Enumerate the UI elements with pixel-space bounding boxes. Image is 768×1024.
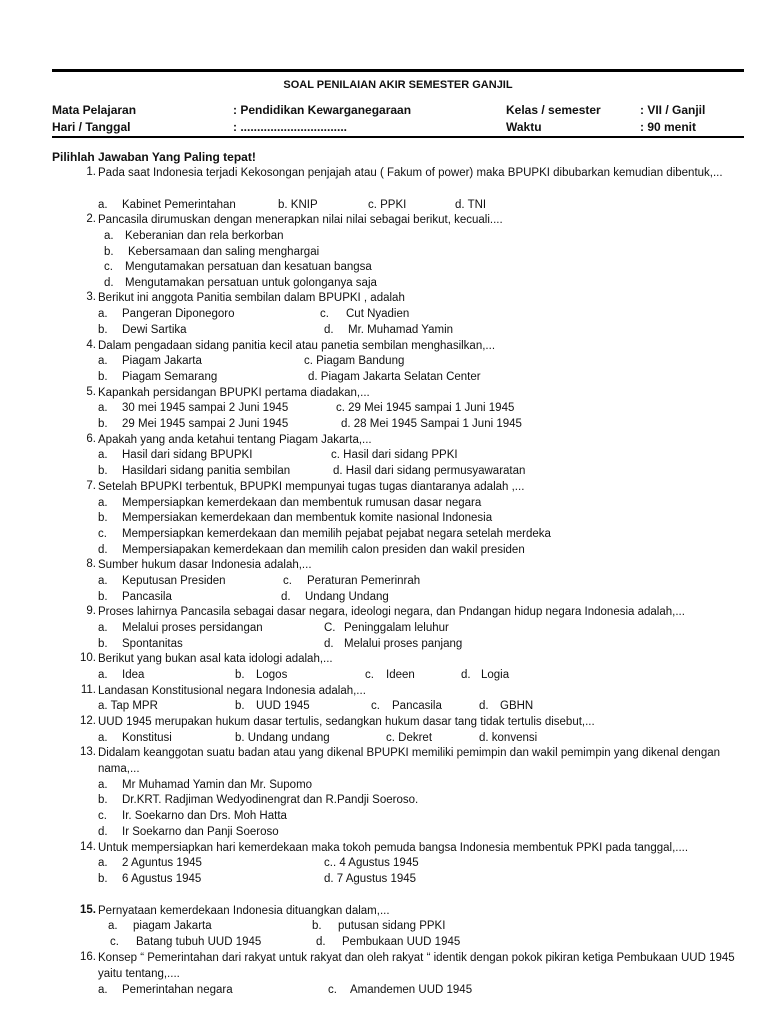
option-c: c.. 4 Agustus 1945 [324,857,419,869]
question-text: Pada saat Indonesia terjadi Kekosongan penjajah atau ( Fakum of power) maka BPUPKI dibubarkan kemudian dibentuk,... [98,167,723,179]
option-text-b: 29 Mei 1945 sampai 2 Juni 1945 [122,418,289,430]
question-number: 4. [86,339,96,351]
option-letter-a: a. [98,575,108,587]
option-text-b: Dewi Sartika [122,324,187,336]
option-letter-b: b. [98,418,108,430]
option-letter-a: a. [98,402,108,414]
option-letter-d: d. [316,936,326,948]
option-text-d: Ir Soekarno dan Panji Soeroso [122,826,279,838]
question-text: Konsep “ Pemerintahan dari rakyat untuk rakyat dan oleh rakyat “ identik dengan pokok pikiran ketiga Pembukaan UUD 1945 yaitu tentang,.... [98,952,735,980]
option-letter-b: b. [104,246,114,258]
question-text: Didalam keanggotan suatu badan atau yang dikenal BPUPKI memiliki pemimpin dan wakil pemimpin yang dikenal dengan nama,... [98,747,721,775]
question-number: 3. [86,291,96,303]
question-number: 8. [86,558,96,570]
option-letter-b: b. [98,324,108,336]
option-d: d. konvensi [479,732,538,744]
time-value: : 90 menit [640,120,697,134]
question-text: UUD 1945 merupakan hukum dasar tertulis, sedangkan hukum dasar tang tidak tertulis disebut,... [98,716,595,728]
subject-label: Mata Pelajaran [52,103,137,117]
option-letter-a: a. [98,355,108,367]
option-text-d: Logia [481,669,510,681]
option-text-b: Mempersiakan kemerdekaan dan membentuk komite nasional Indonesia [122,512,493,524]
option-b: b. Undang undang [235,732,330,744]
option-text-b: Dr.KRT. Radjiman Wedyodinengrat dan R.Pandji Soeroso. [122,794,419,806]
time-label: Waktu [506,120,542,134]
option-letter-a: a. [104,230,114,242]
option-c: c. Hasil dari sidang PPKI [331,449,458,461]
option-text-c: Cut Nyadien [346,308,410,320]
option-text-a: Pemerintahan negara [122,984,233,996]
bottom-rule [52,136,744,138]
question-number: 1. [86,166,96,178]
class-label: Kelas / semester [506,103,601,117]
option-letter-b: b. [98,638,108,650]
option-text-a: 30 mei 1945 sampai 2 Juni 1945 [122,402,289,414]
option-text-d: Pembukaan UUD 1945 [342,936,461,948]
option-text-d: Undang Undang [305,591,389,603]
option-letter-d: d. [324,638,334,650]
option-d: d. Piagam Jakarta Selatan Center [308,371,481,383]
option-text-d: Melalui proses panjang [344,638,463,650]
option-letter-a: a. [98,622,108,634]
option-letter-a: a. [98,669,108,681]
option-text-c: Pancasila [392,700,442,712]
option-letter-b: b. [98,794,108,806]
option-c: c. Piagam Bandung [304,355,405,367]
option-text-b: Kebersamaan dan saling menghargai [128,246,320,258]
option-text-a: Mempersiapkan kemerdekaan dan membentuk rumusan dasar negara [122,497,482,509]
option-letter-a: a. [98,732,108,744]
option-letter-d: d. [98,544,108,556]
question-number: 6. [86,433,96,445]
option-letter-a: a. [98,984,108,996]
option-text-b: Piagam Semarang [122,371,218,383]
question-number: 11. [80,684,96,696]
option-text-c: Peraturan Pemerinrah [307,575,421,587]
option-letter-b: b. [98,873,108,885]
option-text-a: Kabinet Pemerintahan [122,199,236,211]
option-text-c: Peninggalam leluhur [344,622,449,634]
option-letter-c: c. [98,528,107,540]
option-text-c: Mengutamakan persatuan dan kesatuan bangsa [125,261,372,273]
option-text-a: Melalui proses persidangan [122,622,263,634]
option-text-c: Ideen [386,669,415,681]
option-text-b: Logos [256,669,288,681]
option-text-d: Mempersiapakan kemerdekaan dan memilih calon presiden dan wakil presiden [122,544,525,556]
question-text: Dalam pengadaan sidang panitia kecil atau panetia sembilan menghasilkan,... [98,340,496,352]
option-letter-c: c. [320,308,329,320]
question-number: 2. [86,213,96,225]
option-text-c: Mempersiapkan kemerdekaan dan memilih pejabat pejabat negara setelah merdeka [122,528,551,540]
question-text: Berikut yang bukan asal kata idologi adalah,... [98,653,333,665]
question-number: 13. [80,746,96,758]
option-text-b: Spontanitas [122,638,183,650]
option-text-a: Keputusan Presiden [122,575,226,587]
option-d: d. 7 Agustus 1945 [324,873,417,885]
option-letter-b: b. [235,669,245,681]
question-number: 5. [86,386,96,398]
option-text-a: Idea [122,669,145,681]
question-number: 14. [80,841,96,853]
question-number: 12. [80,715,96,727]
option-text-a: Hasil dari sidang BPUPKI [122,449,253,461]
option-letter-c: c. [110,936,119,948]
option-letter-d: d. [98,826,108,838]
option-letter-d: d. [461,669,471,681]
instruction: Pilihlah Jawaban Yang Paling tepat! [52,150,256,164]
question-text: Pancasila dirumuskan dengan menerapkan nilai nilai sebagai berikut, kecuali.... [98,214,503,226]
option-letter-c: c. [98,810,107,822]
option-letter-a: a. [98,199,108,211]
option-text-b: UUD 1945 [256,700,310,712]
question-number: 15. [80,904,96,916]
option-text-a: piagam Jakarta [133,920,212,932]
question-text: Berikut ini anggota Panitia sembilan dalam BPUPKI , adalah [98,292,405,304]
option-text-b: 6 Agustus 1945 [122,873,202,885]
option-letter-c: c. [104,261,113,273]
subject-value: : Pendidikan Kewarganegaraan [233,103,412,117]
option-text-a: Pangeran Diponegoro [122,308,235,320]
question-text: Setelah BPUPKI terbentuk, BPUPKI mempunyai tugas tugas diantaranya adalah ,... [98,481,525,493]
option-letter-d: d. [479,700,489,712]
option-letter-c: c. [283,575,292,587]
option-letter-b: b. [312,920,322,932]
option-letter-b: b. [235,700,245,712]
option-letter-a: a. [108,920,118,932]
question-number: 10. [80,652,96,664]
question-text: Landasan Konstitusional negara Indonesia adalah,... [98,685,366,697]
question-number: 7. [86,480,96,492]
question-text: Kapankah persidangan BPUPKI pertama diadakan,... [98,387,370,399]
option-b: b. KNIP [278,199,318,211]
date-label: Hari / Tanggal [52,120,131,134]
option-letter-b: b. [98,591,108,603]
class-value: : VII / Ganjil [640,103,706,117]
option-letter-c: c. [365,669,374,681]
option-text-c: Batang tubuh UUD 1945 [136,936,262,948]
question-text: Proses lahirnya Pancasila sebagai dasar negara, ideologi negara, dan Pndangan hidup negara Indonesia adalah,... [98,606,685,618]
option-text-c: Ir. Soekarno dan Drs. Moh Hatta [122,810,287,822]
question-number: 9. [86,605,96,617]
option-letter-b: b. [98,512,108,524]
option-letter-c: C. [324,622,336,634]
document-title: SOAL PENILAIAN AKIR SEMESTER GANJIL [283,79,513,91]
option-text-a: Keberanian dan rela berkorban [125,230,284,242]
option-text-b: Pancasila [122,591,172,603]
option-letter-d: d. [281,591,291,603]
option-d: d. Hasil dari sidang permusyawaratan [333,465,526,477]
option-letter-c: c. [328,984,337,996]
date-value: : ................................ [233,120,348,134]
option-c: c. 29 Mei 1945 sampai 1 Juni 1945 [336,402,515,414]
question-number: 16. [80,951,96,963]
option-letter-b: b. [98,465,108,477]
option-text-d: GBHN [500,700,534,712]
option-a: a. Tap MPR [98,700,158,712]
option-c: c. PPKI [368,199,407,211]
option-text-a: 2 Aguntus 1945 [122,857,202,869]
option-c: c. Dekret [386,732,433,744]
question-text: Sumber hukum dasar Indonesia adalah,... [98,559,312,571]
question-text: Apakah yang anda ketahui tentang Piagam Jakarta,... [98,434,372,446]
option-letter-c: c. [371,700,380,712]
option-text-d: Mr. Muhamad Yamin [348,324,454,336]
option-text-b: Hasildari sidang panitia sembilan [122,465,291,477]
option-text-a: Piagam Jakarta [122,355,202,367]
option-letter-a: a. [98,857,108,869]
question-text: Untuk mempersiapkan hari kemerdekaan maka tokoh pemuda bangsa Indonesia membentuk PPKI pada tanggal,.... [98,842,689,854]
option-text-c: Amandemen UUD 1945 [350,984,473,996]
option-letter-a: a. [98,308,108,320]
option-d: d. TNI [455,199,487,211]
top-rule [52,69,744,72]
option-letter-a: a. [98,497,108,509]
option-letter-b: b. [98,371,108,383]
option-text-b: putusan sidang PPKI [338,920,446,932]
option-letter-a: a. [98,449,108,461]
option-letter-a: a. [98,779,108,791]
option-text-a: Mr Muhamad Yamin dan Mr. Supomo [122,779,313,791]
option-d: d. 28 Mei 1945 Sampai 1 Juni 1945 [341,418,522,430]
option-letter-d: d. [324,324,334,336]
option-text-a: Konstitusi [122,732,172,744]
option-text-d: Mengutamakan persatuan untuk golonganya saja [125,277,377,289]
question-text: Pernyataan kemerdekaan Indonesia dituangkan dalam,... [98,905,390,917]
option-letter-d: d. [104,277,114,289]
